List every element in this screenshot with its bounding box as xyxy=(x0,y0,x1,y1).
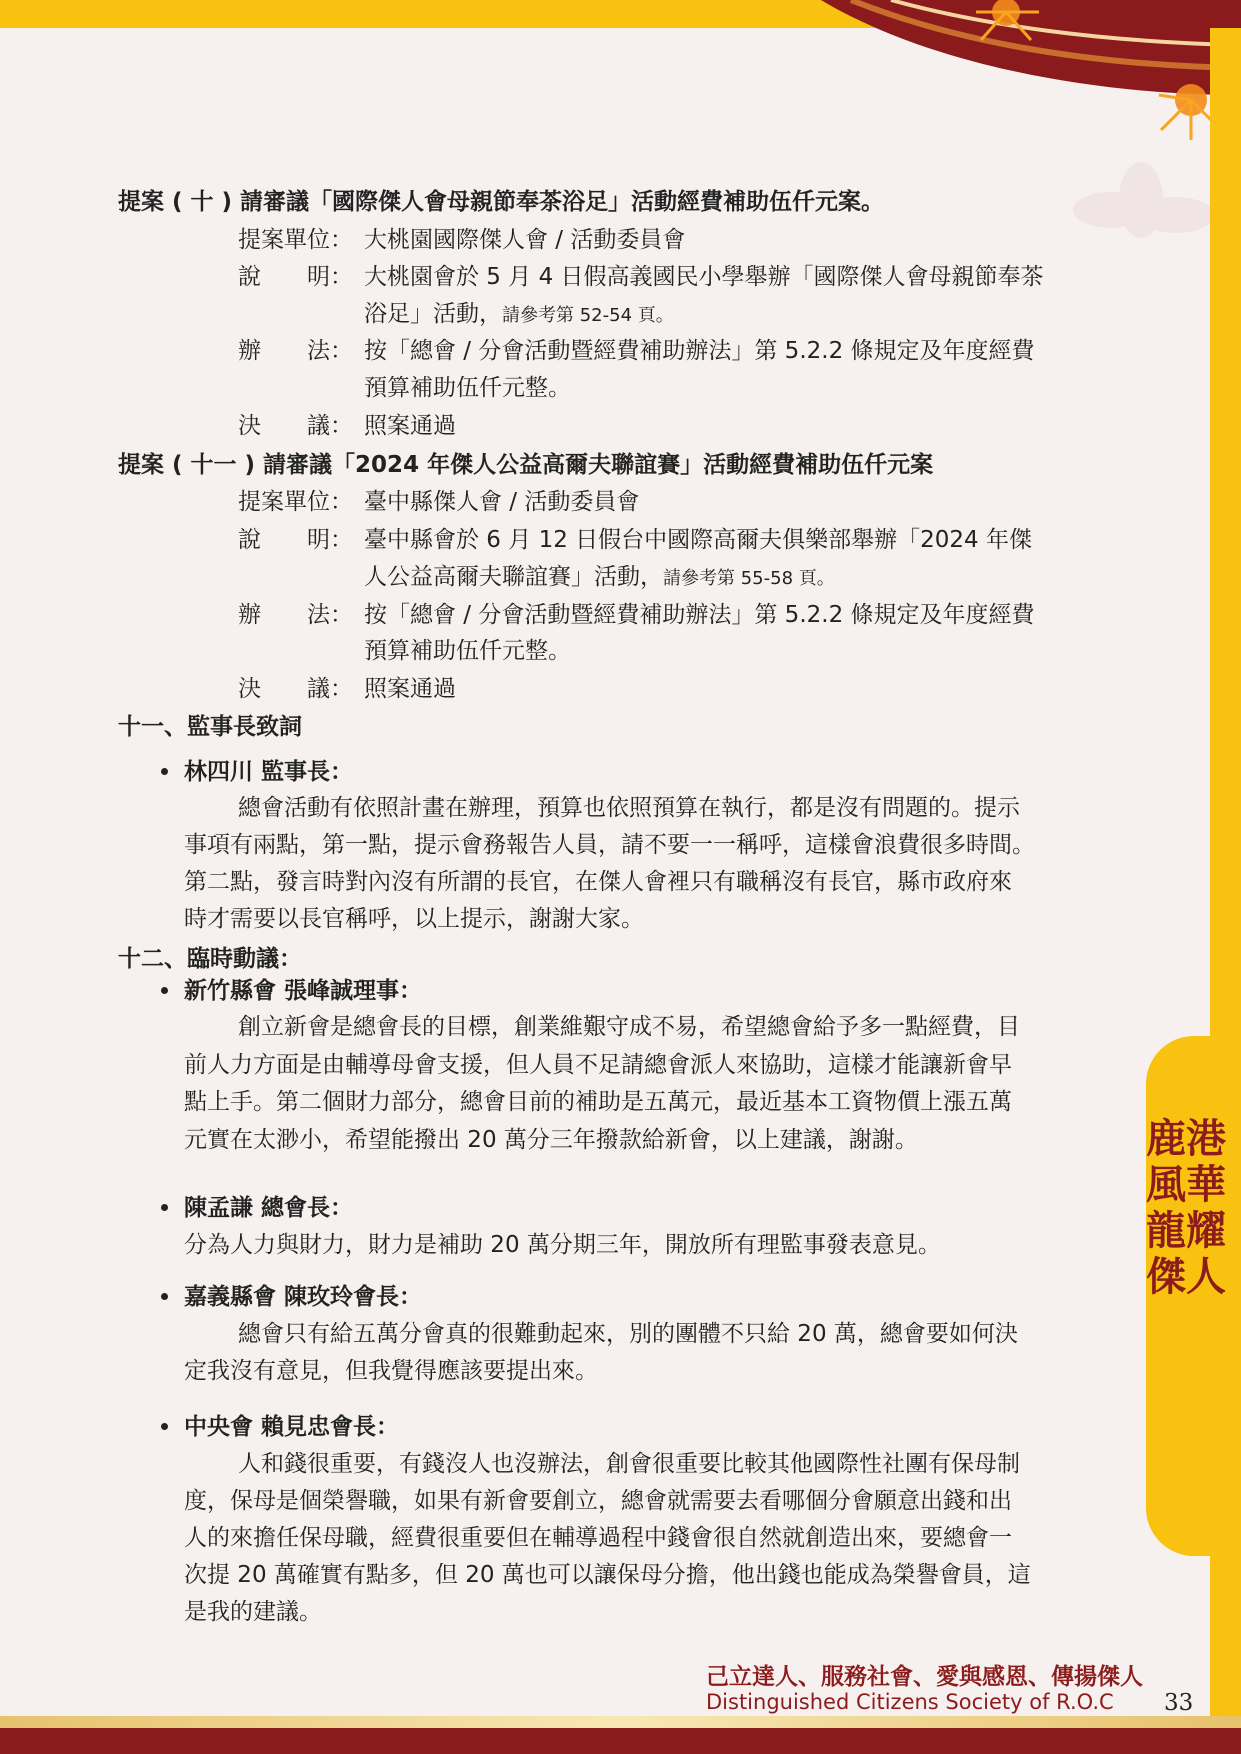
speaker-name: 嘉義縣會 陳玫玲會長： xyxy=(184,1284,423,1310)
speaker-line: 是我的建議。 xyxy=(184,1599,322,1625)
speaker-line: 定我沒有意見，但我覺得應該要提出來。 xyxy=(184,1358,598,1384)
speaker-line: 人和錢很重要，有錢沒人也沒辦法，創會很重要比較其他國際性社團有保母制 xyxy=(238,1451,1020,1477)
speaker-line: 前人力方面是由輔導母會支援，但人員不足請總會派人來協助，這樣才能讓新會早 xyxy=(184,1052,1012,1078)
proposal-11-unit-label: 提案單位： xyxy=(238,489,353,515)
bullet-icon xyxy=(161,1423,168,1430)
section-11-line: 第二點，發言時對內沒有所謂的長官，在傑人會裡只有職稱沒有長官，縣市政府來 xyxy=(184,869,1012,895)
proposal-10-desc-label: 說 明： xyxy=(238,264,353,290)
proposal-10-title: 提案 ( 十 ) 請審議「國際傑人會母親節奉茶浴足」活動經費補助伍仟元案。 xyxy=(118,189,885,215)
speaker-line: 分為人力與財力，財力是補助 20 萬分期三年，開放所有理監事發表意見。 xyxy=(184,1232,941,1258)
section-11-line: 總會活動有依照計畫在辦理，預算也依照預算在執行，都是沒有問題的。提示 xyxy=(238,795,1020,821)
bullet-icon xyxy=(161,1293,168,1300)
bullet-icon xyxy=(161,987,168,994)
bullet-icon xyxy=(161,768,168,775)
speaker-line: 次提 20 萬確實有點多，但 20 萬也可以讓保母分擔，他出錢也能成為榮譽會員，這 xyxy=(184,1562,1031,1588)
proposal-11-desc-line2 xyxy=(364,562,835,594)
section-11-heading: 十一、監事長致詞 xyxy=(118,714,302,740)
section-11-speaker: 林四川 監事長： xyxy=(184,759,354,785)
speaker-line: 元實在太渺小，希望能撥出 20 萬分三年撥款給新會，以上建議，謝謝。 xyxy=(184,1127,918,1153)
proposal-10-desc-line2a: 浴足」活動， xyxy=(364,301,502,327)
proposal-11-resolution-label: 決 議： xyxy=(238,676,353,702)
proposal-10-resolution-value: 照案通過 xyxy=(364,413,456,439)
proposal-11-unit-value: 臺中縣傑人會 / 活動委員會 xyxy=(364,489,640,515)
section-12-heading: 十二、臨時動議： xyxy=(118,946,302,972)
footer-english-name: Distinguished Citizens Society of R.O.C xyxy=(706,1690,1114,1714)
footer-motto: 己立達人、服務社會、愛與感恩、傳揚傑人 xyxy=(706,1663,1143,1690)
side-tab-text: 鹿港風華 龍耀傑人 xyxy=(1146,1115,1226,1300)
speaker-line: 創立新會是總會長的目標，創業維艱守成不易，希望總會給予多一點經費，目 xyxy=(238,1014,1020,1040)
proposal-10-desc-line2 xyxy=(364,299,674,331)
speaker-name: 陳孟謙 總會長： xyxy=(184,1195,354,1221)
proposal-10-desc-line1: 大桃園會於 5 月 4 日假高義國民小學舉辦「國際傑人會母親節奉茶 xyxy=(364,264,1044,290)
proposal-11-desc-line2a: 人公益高爾夫聯誼賽」活動， xyxy=(364,564,663,590)
proposal-11-method-line1: 按「總會 / 分會活動暨經費補助辦法」第 5.2.2 條規定及年度經費 xyxy=(364,602,1035,628)
proposal-11-desc-label: 說 明： xyxy=(238,527,353,553)
speaker-line: 人的來擔任保母職，經費很重要但在輔導過程中錢會很自然就創造出來，要總會一 xyxy=(184,1525,1012,1551)
proposal-10-unit-value: 大桃園國際傑人會 / 活動委員會 xyxy=(364,227,686,253)
page-number: 33 xyxy=(1164,1690,1194,1716)
speaker-name: 中央會 賴見忠會長： xyxy=(184,1414,400,1440)
proposal-10-method-line1: 按「總會 / 分會活動暨經費補助辦法」第 5.2.2 條規定及年度經費 xyxy=(364,338,1035,364)
proposal-11-method-label: 辦 法： xyxy=(238,602,353,628)
section-11-line: 時才需要以長官稱呼，以上提示，謝謝大家。 xyxy=(184,906,644,932)
proposal-11-resolution-value: 照案通過 xyxy=(364,676,456,702)
proposal-11-method-line2: 預算補助伍仟元整。 xyxy=(364,638,571,664)
proposal-11-desc-line1: 臺中縣會於 6 月 12 日假台中國際高爾夫俱樂部舉辦「2024 年傑 xyxy=(364,527,1032,553)
proposal-11-page-ref: 請參考第 55-58 頁。 xyxy=(663,568,835,589)
proposal-10-resolution-label: 決 議： xyxy=(238,413,353,439)
speaker-line: 點上手。第二個財力部分，總會目前的補助是五萬元，最近基本工資物價上漲五萬 xyxy=(184,1089,1012,1115)
proposal-10-method-label: 辦 法： xyxy=(238,338,353,364)
speaker-line: 總會只有給五萬分會真的很難動起來，別的團體不只給 20 萬，總會要如何決 xyxy=(238,1321,1018,1347)
proposal-10-unit-label: 提案單位： xyxy=(238,227,353,253)
speaker-name: 新竹縣會 張峰誠理事： xyxy=(184,978,423,1004)
speaker-line: 度，保母是個榮譽職，如果有新會要創立，總會就需要去看哪個分會願意出錢和出 xyxy=(184,1488,1012,1514)
section-11-line: 事項有兩點，第一點，提示會務報告人員，請不要一一稱呼，這樣會浪費很多時間。 xyxy=(184,832,1035,858)
bullet-icon xyxy=(161,1204,168,1211)
proposal-10-page-ref: 請參考第 52-54 頁。 xyxy=(502,305,674,326)
proposal-10-method-line2: 預算補助伍仟元整。 xyxy=(364,375,571,401)
proposal-11-title: 提案 ( 十一 ) 請審議「2024 年傑人公益高爾夫聯誼賽」活動經費補助伍仟元案 xyxy=(118,452,934,478)
